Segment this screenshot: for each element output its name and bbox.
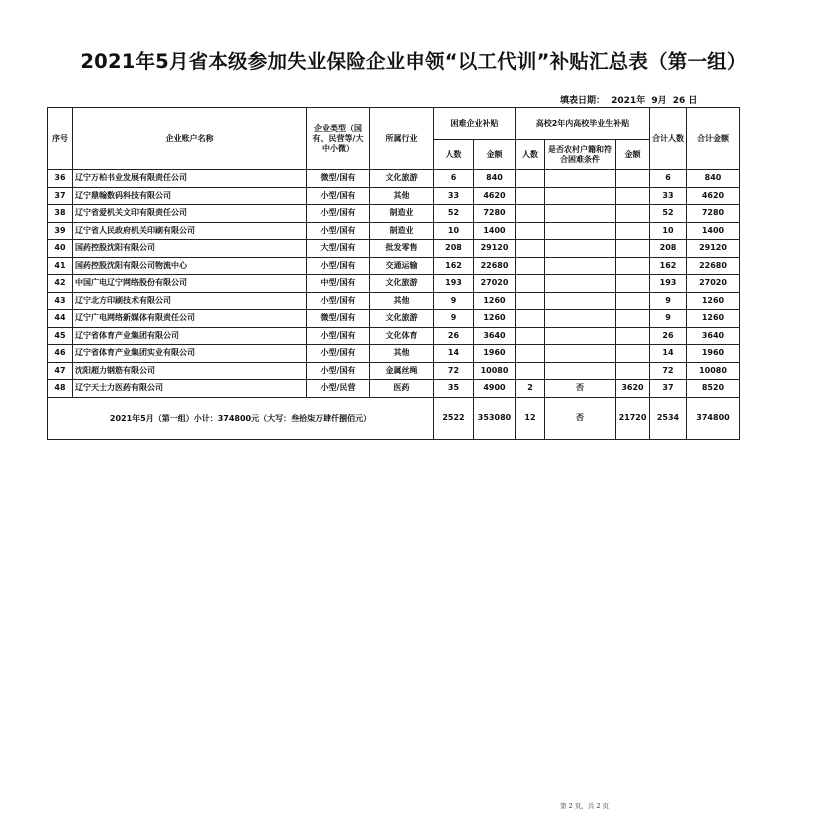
cell-grad-people — [516, 205, 545, 223]
cell-hard-amount: 840 — [474, 170, 516, 188]
cell-total-amount: 8520 — [687, 380, 740, 398]
cell-hard-amount: 1960 — [474, 345, 516, 363]
cell-hard-people: 35 — [434, 380, 474, 398]
header-grad-amount: 金额 — [616, 140, 650, 170]
cell-total-people: 10 — [650, 222, 687, 240]
cell-total-amount: 27020 — [687, 275, 740, 293]
cell-total-amount: 7280 — [687, 205, 740, 223]
cell-industry: 文化旅游 — [370, 310, 434, 328]
cell-grad-rural: 否 — [545, 380, 616, 398]
cell-total-people: 26 — [650, 327, 687, 345]
total-total-people: 2534 — [650, 397, 687, 439]
cell-seq: 40 — [48, 240, 73, 258]
cell-grad-amount: 3620 — [616, 380, 650, 398]
cell-industry: 医药 — [370, 380, 434, 398]
cell-hard-amount: 7280 — [474, 205, 516, 223]
table-row — [48, 257, 740, 275]
cell-hard-amount: 10080 — [474, 362, 516, 380]
page-footer: 第 2 页，共 2 页 — [560, 802, 610, 810]
cell-type: 大型/国有 — [307, 240, 370, 258]
cell-total-amount: 4620 — [687, 187, 740, 205]
table-row — [48, 275, 740, 293]
cell-total-amount: 1960 — [687, 345, 740, 363]
table-row — [48, 310, 740, 328]
cell-industry: 文化旅游 — [370, 275, 434, 293]
cell-grad-amount — [616, 222, 650, 240]
header-grad-people: 人数 — [516, 140, 545, 170]
cell-grad-rural — [545, 345, 616, 363]
cell-type: 小型/国有 — [307, 362, 370, 380]
table-row — [48, 222, 740, 240]
cell-hard-people: 9 — [434, 292, 474, 310]
cell-company: 辽宁北方印刷技术有限公司 — [73, 292, 307, 310]
cell-hard-amount: 3640 — [474, 327, 516, 345]
cell-company: 辽宁广电网络新媒体有限责任公司 — [73, 310, 307, 328]
cell-grad-amount — [616, 310, 650, 328]
cell-total-amount: 1260 — [687, 292, 740, 310]
header-industry: 所属行业 — [370, 108, 434, 170]
cell-industry: 其他 — [370, 292, 434, 310]
cell-grad-amount — [616, 275, 650, 293]
cell-total-people: 193 — [650, 275, 687, 293]
table-row — [48, 187, 740, 205]
total-total-amount: 374800 — [687, 397, 740, 439]
cell-industry: 金属丝绳 — [370, 362, 434, 380]
cell-total-people: 37 — [650, 380, 687, 398]
cell-company: 辽宁省体育产业集团有限公司 — [73, 327, 307, 345]
cell-hard-people: 52 — [434, 205, 474, 223]
cell-total-people: 9 — [650, 292, 687, 310]
cell-hard-people: 10 — [434, 222, 474, 240]
header-company: 企业账户名称 — [73, 108, 307, 170]
cell-grad-rural — [545, 222, 616, 240]
cell-total-amount: 22680 — [687, 257, 740, 275]
cell-type: 小型/国有 — [307, 327, 370, 345]
cell-grad-amount — [616, 205, 650, 223]
cell-grad-rural — [545, 310, 616, 328]
cell-grad-rural — [545, 187, 616, 205]
cell-industry: 制造业 — [370, 222, 434, 240]
cell-grad-rural — [545, 327, 616, 345]
cell-seq: 39 — [48, 222, 73, 240]
cell-hard-people: 26 — [434, 327, 474, 345]
cell-grad-people — [516, 170, 545, 188]
cell-industry: 其他 — [370, 345, 434, 363]
fill-date — [560, 93, 738, 106]
table-row — [48, 345, 740, 363]
header-type: 企业类型（国有、民营等/大中小微） — [307, 108, 370, 170]
subsidy-summary-table — [47, 107, 740, 440]
cell-total-amount: 29120 — [687, 240, 740, 258]
table-row — [48, 240, 740, 258]
cell-grad-people — [516, 240, 545, 258]
cell-grad-rural — [545, 205, 616, 223]
cell-type: 小型/国有 — [307, 345, 370, 363]
cell-grad-people — [516, 292, 545, 310]
cell-hard-people: 6 — [434, 170, 474, 188]
cell-grad-amount — [616, 292, 650, 310]
cell-total-people: 72 — [650, 362, 687, 380]
table-row — [48, 292, 740, 310]
header-hard-group: 困难企业补贴 — [434, 108, 516, 140]
cell-seq: 42 — [48, 275, 73, 293]
cell-grad-people — [516, 275, 545, 293]
cell-seq: 43 — [48, 292, 73, 310]
cell-company: 辽宁万柏书业发展有限责任公司 — [73, 170, 307, 188]
cell-hard-people: 72 — [434, 362, 474, 380]
cell-grad-rural — [545, 257, 616, 275]
cell-type: 小型/国有 — [307, 187, 370, 205]
cell-type: 微型/国有 — [307, 310, 370, 328]
cell-hard-people: 9 — [434, 310, 474, 328]
cell-company: 国药控股沈阳有限公司 — [73, 240, 307, 258]
cell-grad-amount — [616, 170, 650, 188]
cell-grad-people — [516, 222, 545, 240]
fill-date-month: 9月 — [651, 96, 667, 106]
cell-hard-amount: 29120 — [474, 240, 516, 258]
cell-type: 微型/国有 — [307, 170, 370, 188]
cell-industry: 文化旅游 — [370, 170, 434, 188]
cell-hard-amount: 1260 — [474, 292, 516, 310]
cell-total-people: 52 — [650, 205, 687, 223]
cell-hard-amount: 1260 — [474, 310, 516, 328]
cell-company: 辽宁鼎翰数码科技有限公司 — [73, 187, 307, 205]
cell-grad-amount — [616, 327, 650, 345]
header-total-people: 合计人数 — [650, 108, 687, 170]
cell-type: 小型/国有 — [307, 205, 370, 223]
cell-grad-rural — [545, 362, 616, 380]
total-grad-people: 12 — [516, 397, 545, 439]
cell-seq: 46 — [48, 345, 73, 363]
cell-seq: 38 — [48, 205, 73, 223]
cell-grad-rural — [545, 275, 616, 293]
table-row — [48, 205, 740, 223]
cell-grad-amount — [616, 240, 650, 258]
total-grad-amount: 21720 — [616, 397, 650, 439]
cell-grad-rural — [545, 170, 616, 188]
header-grad-group: 高校2年内高校毕业生补贴 — [516, 108, 650, 140]
header-hard-people: 人数 — [434, 140, 474, 170]
cell-seq: 37 — [48, 187, 73, 205]
cell-seq: 36 — [48, 170, 73, 188]
cell-type: 小型/国有 — [307, 292, 370, 310]
cell-hard-people: 162 — [434, 257, 474, 275]
header-hard-amount: 金额 — [474, 140, 516, 170]
header-grad-rural: 是否农村户籍和符合困难条件 — [545, 140, 616, 170]
cell-seq: 41 — [48, 257, 73, 275]
cell-total-people: 162 — [650, 257, 687, 275]
fill-date-label: 填表日期： — [560, 96, 606, 106]
cell-total-amount: 3640 — [687, 327, 740, 345]
fill-date-year: 2021年 — [611, 96, 646, 106]
cell-company: 辽宁天士力医药有限公司 — [73, 380, 307, 398]
total-hard-amount: 353080 — [474, 397, 516, 439]
cell-hard-amount: 4900 — [474, 380, 516, 398]
header-total-amount: 合计金额 — [687, 108, 740, 170]
cell-total-amount: 10080 — [687, 362, 740, 380]
cell-grad-amount — [616, 345, 650, 363]
cell-total-people: 6 — [650, 170, 687, 188]
header-seq: 序号 — [48, 108, 73, 170]
total-grad-rural: 否 — [545, 397, 616, 439]
table-row — [48, 170, 740, 188]
cell-seq: 47 — [48, 362, 73, 380]
cell-hard-people: 14 — [434, 345, 474, 363]
cell-type: 小型/国有 — [307, 222, 370, 240]
cell-company: 中国广电辽宁网络股份有限公司 — [73, 275, 307, 293]
cell-industry: 文化体育 — [370, 327, 434, 345]
cell-total-amount: 840 — [687, 170, 740, 188]
table-row — [48, 380, 740, 398]
cell-grad-people — [516, 187, 545, 205]
cell-company: 国药控股沈阳有限公司物流中心 — [73, 257, 307, 275]
cell-industry: 批发零售 — [370, 240, 434, 258]
cell-grad-people — [516, 345, 545, 363]
cell-grad-people — [516, 257, 545, 275]
cell-hard-people: 33 — [434, 187, 474, 205]
cell-company: 沈阳超力钢筋有限公司 — [73, 362, 307, 380]
cell-grad-amount — [616, 362, 650, 380]
table-row — [48, 327, 740, 345]
cell-hard-people: 193 — [434, 275, 474, 293]
cell-hard-amount: 22680 — [474, 257, 516, 275]
cell-seq: 44 — [48, 310, 73, 328]
cell-seq: 45 — [48, 327, 73, 345]
cell-industry: 其他 — [370, 187, 434, 205]
cell-grad-amount — [616, 257, 650, 275]
cell-industry: 交通运输 — [370, 257, 434, 275]
cell-company: 辽宁省体育产业集团实业有限公司 — [73, 345, 307, 363]
cell-hard-amount: 1400 — [474, 222, 516, 240]
cell-type: 小型/民营 — [307, 380, 370, 398]
cell-total-people: 33 — [650, 187, 687, 205]
cell-total-people: 9 — [650, 310, 687, 328]
cell-hard-amount: 4620 — [474, 187, 516, 205]
table-row — [48, 362, 740, 380]
cell-company: 辽宁省人民政府机关印刷有限公司 — [73, 222, 307, 240]
cell-company: 辽宁省爱机关文印有限责任公司 — [73, 205, 307, 223]
page-title: 2021年5月省本级参加失业保险企业申领“以工代训”补贴汇总表（第一组） — [80, 50, 747, 73]
cell-grad-rural — [545, 240, 616, 258]
cell-total-people: 14 — [650, 345, 687, 363]
cell-grad-rural — [545, 292, 616, 310]
cell-type: 中型/国有 — [307, 275, 370, 293]
cell-grad-people: 2 — [516, 380, 545, 398]
cell-total-amount: 1260 — [687, 310, 740, 328]
cell-grad-people — [516, 310, 545, 328]
cell-type: 小型/国有 — [307, 257, 370, 275]
cell-industry: 制造业 — [370, 205, 434, 223]
cell-total-people: 208 — [650, 240, 687, 258]
cell-total-amount: 1400 — [687, 222, 740, 240]
cell-seq: 48 — [48, 380, 73, 398]
cell-grad-people — [516, 327, 545, 345]
cell-grad-amount — [616, 187, 650, 205]
total-hard-people: 2522 — [434, 397, 474, 439]
fill-date-day: 26 日 — [672, 96, 698, 106]
total-label: 2021年5月（第一组）小计：374800元（大写：叁拾柒万肆仟捌佰元） — [48, 397, 434, 439]
cell-hard-amount: 27020 — [474, 275, 516, 293]
cell-hard-people: 208 — [434, 240, 474, 258]
cell-grad-people — [516, 362, 545, 380]
